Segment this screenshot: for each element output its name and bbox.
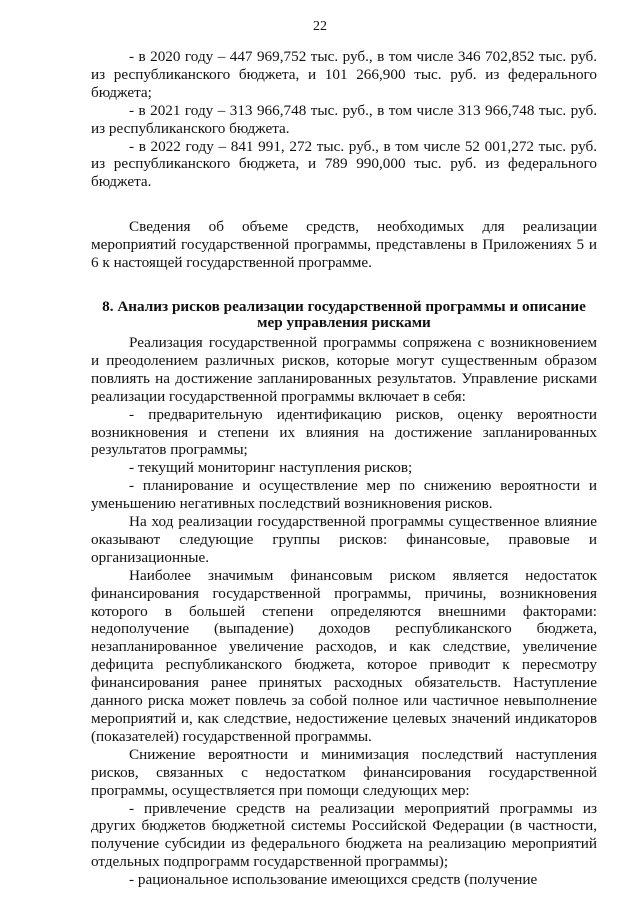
paragraph-risk-groups: На ход реализации государственной программы существенное влияние оказывают следующие группы рисков: финансовые, правовые и организационные. [91, 513, 597, 566]
section-heading [91, 299, 597, 331]
paragraph-financial-risk: Наиболее значимым финансовым риском является недостаток финансирования государственной программы, причины, возникновения которого в большей степени определяются внешними факторами: недополучение (выпадение) доходов республиканского бюджета, незапланированное увеличение расходов, и как следствие, увеличение дефицита республиканского бюджета, которое приводит к пересмотру финансирования ранее принятых расходных обязательств. Наступление данного риска может повлечь за собой полное или частичное невыполнение мероприятий и, как следствие, недостижение целевых значений индикаторов (показателей) государственной программы. [91, 566, 597, 745]
list-item-planning: - планирование и осуществление мер по снижению вероятности и уменьшению негативных последствий возникновения рисков. [91, 477, 597, 513]
list-item-rational-use: - рациональное использование имеющихся средств (получение [129, 871, 538, 889]
section-heading-line2: мер управления рисками [257, 313, 431, 331]
list-item-identification: - предварительную идентификацию рисков, оценку вероятности возникновения и степени их влияния на достижение запланированных результатов программы; [91, 405, 597, 459]
paragraph-mitigation: Снижение вероятности и минимизация последствий наступления рисков, связанных с недостатком финансирования государственной программы, осуществляется при помощи следующих мер: [91, 745, 597, 799]
list-item-attraction: - привлечение средств на реализации мероприятий программы из других бюджетов бюджетной системы Российской Федерации (в частности, получение субсидии из федерального бюджета на реализацию мероприятий отдельных подпрограмм государственной программы); [91, 799, 597, 871]
list-item-monitoring: - текущий мониторинг наступления рисков; [129, 459, 413, 477]
funding-note: Сведения об объеме средств, необходимых для реализации мероприятий государственной программы, представлены в Приложениях 5 и 6 к настоящей государственной программе. [91, 218, 597, 272]
funding-2022: - в 2022 году – 841 991, 272 тыс. руб., в том числе 52 001,272 тыс. руб. из республиканского бюджета, и 789 990,000 тыс. руб. из федерального бюджета. [91, 137, 597, 191]
section-heading-line1: 8. Анализ рисков реализации государственной программы и описание [102, 297, 586, 315]
funding-2020: - в 2020 году – 447 969,752 тыс. руб., в том числе 346 702,852 тыс. руб. из республиканского бюджета, и 101 266,900 тыс. руб. из федерального бюджета; [91, 48, 597, 101]
paragraph-intro: Реализация государственной программы сопряжена с возникновением и преодолением различных рисков, которые могут существенным образом повлиять на достижение запланированных результатов. Управление рисками реализации государственной программы включает в себя: [91, 333, 597, 405]
page-body [91, 48, 597, 889]
funding-2021: - в 2021 году – 313 966,748 тыс. руб., в том числе 313 966,748 тыс. руб. из республиканского бюджета. [91, 101, 597, 137]
page-number: 22 [313, 19, 327, 34]
